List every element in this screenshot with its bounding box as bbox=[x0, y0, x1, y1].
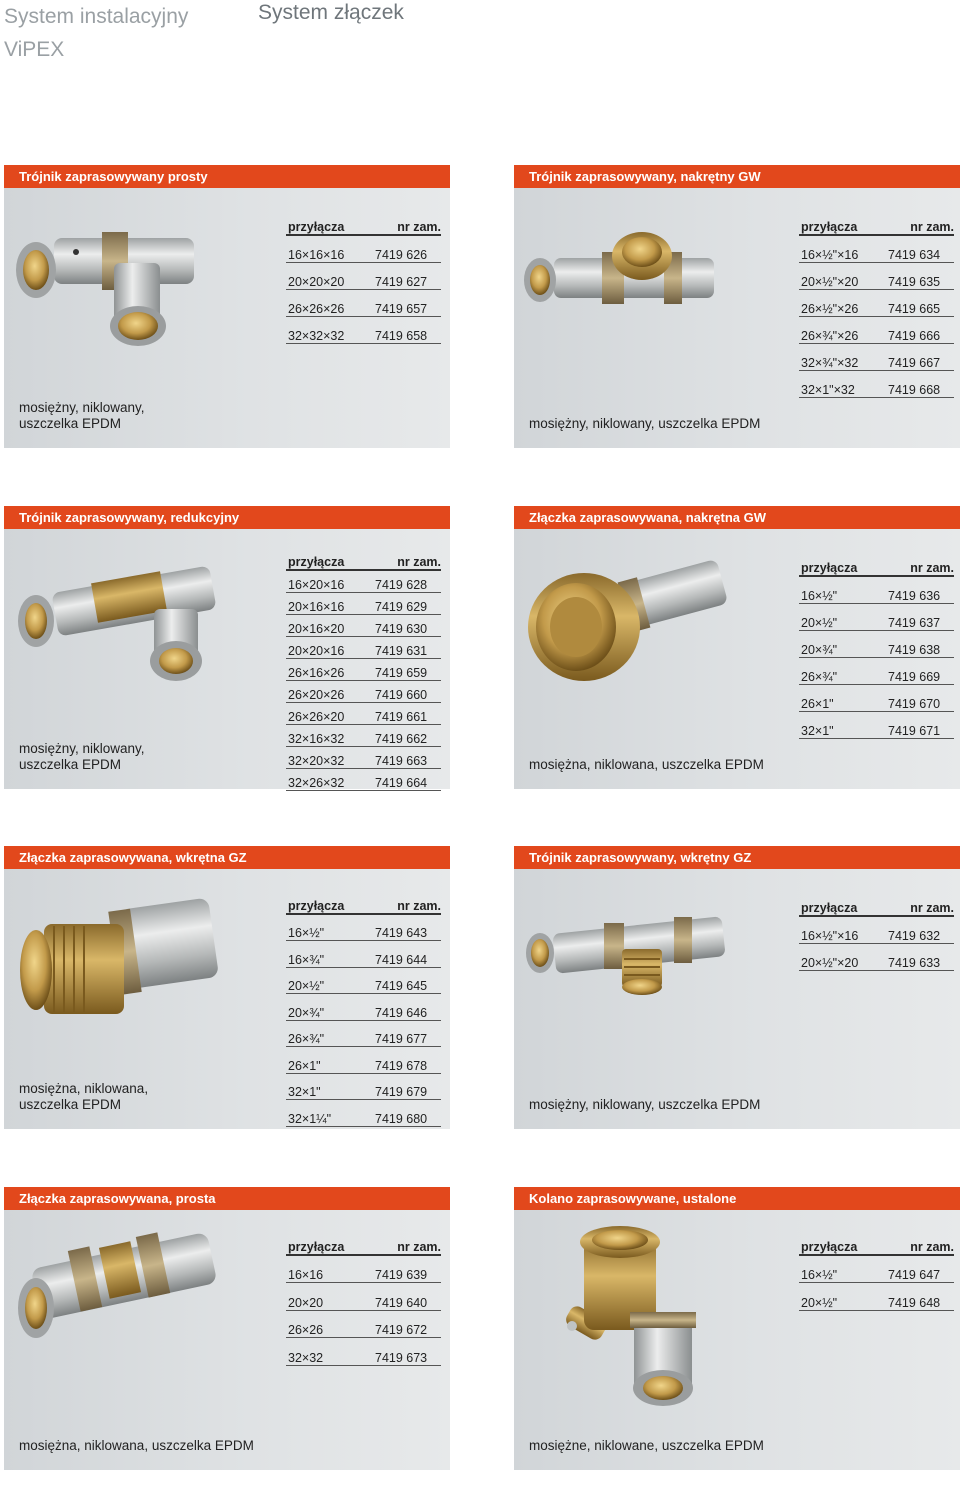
panel-title: Trójnik zaprasowywany, redukcyjny bbox=[4, 506, 450, 529]
table-row bbox=[799, 576, 954, 603]
product-panel-union-male bbox=[4, 846, 450, 1129]
panel-body bbox=[514, 869, 960, 1129]
table-row bbox=[286, 235, 441, 262]
tee-fitting-image bbox=[14, 208, 214, 348]
connection-size: 26×1" bbox=[286, 1047, 370, 1074]
connection-size: 32×16×32 bbox=[286, 724, 370, 746]
table-row bbox=[799, 684, 954, 711]
table-row bbox=[799, 343, 954, 370]
connection-size: 26×¾" bbox=[286, 1020, 370, 1047]
order-number: 7419 666 bbox=[883, 316, 954, 343]
col-connections: przyłącza bbox=[799, 553, 883, 576]
union-female-image bbox=[524, 549, 734, 689]
order-number: 7419 637 bbox=[883, 603, 954, 630]
spec-table bbox=[799, 1232, 954, 1311]
panel-body bbox=[4, 529, 450, 789]
product-panel-tee-female-thread bbox=[514, 165, 960, 448]
panel-description: mosiężny, niklowany, uszczelka EPDM bbox=[529, 1097, 761, 1112]
table-row bbox=[286, 746, 441, 768]
panel-title: Trójnik zaprasowywany, nakrętny GW bbox=[514, 165, 960, 188]
table-row bbox=[286, 262, 441, 289]
order-number: 7419 628 bbox=[370, 570, 441, 592]
table-row bbox=[286, 994, 441, 1021]
table-row bbox=[286, 1020, 441, 1047]
col-connections: przyłącza bbox=[799, 893, 883, 916]
panel-title: Złączka zaprasowywana, prosta bbox=[4, 1187, 450, 1210]
brand-line-2: ViPEX bbox=[4, 38, 65, 61]
order-number: 7419 635 bbox=[883, 262, 954, 289]
panel-description: mosiężny, niklowany, uszczelka EPDM bbox=[529, 416, 761, 431]
col-connections: przyłącza bbox=[286, 891, 370, 914]
table-row bbox=[799, 657, 954, 684]
order-number: 7419 678 bbox=[370, 1047, 441, 1074]
table-row bbox=[799, 235, 954, 262]
panel-body bbox=[514, 529, 960, 789]
col-order-no: nr zam. bbox=[370, 551, 441, 570]
order-number: 7419 626 bbox=[370, 235, 441, 262]
connection-size: 20×½"×20 bbox=[799, 262, 883, 289]
panel-body bbox=[4, 188, 450, 448]
spec-table bbox=[286, 891, 441, 1127]
panel-body bbox=[514, 188, 960, 448]
col-connections: przyłącza bbox=[286, 551, 370, 570]
product-panel-union-female bbox=[514, 506, 960, 789]
panel-body bbox=[514, 1210, 960, 1470]
col-connections: przyłącza bbox=[286, 1232, 370, 1255]
table-row bbox=[799, 603, 954, 630]
connection-size: 32×1" bbox=[286, 1073, 370, 1100]
col-connections: przyłącza bbox=[286, 212, 370, 235]
tee-male-image bbox=[524, 889, 734, 1009]
order-number: 7419 672 bbox=[370, 1310, 441, 1338]
panel-description: mosiężny, niklowany, uszczelka EPDM bbox=[19, 400, 145, 431]
table-row bbox=[799, 316, 954, 343]
table-row bbox=[286, 636, 441, 658]
tee-female-image bbox=[524, 208, 724, 318]
panel-description: mosiężna, niklowana, uszczelka EPDM bbox=[529, 757, 764, 772]
order-number: 7419 659 bbox=[370, 658, 441, 680]
connection-size: 20×20×20 bbox=[286, 262, 370, 289]
page-title: System złączek bbox=[258, 1, 404, 24]
table-row bbox=[286, 1047, 441, 1074]
connection-size: 16×½"×16 bbox=[799, 916, 883, 943]
connection-size: 32×1¼" bbox=[286, 1100, 370, 1127]
order-number: 7419 640 bbox=[370, 1283, 441, 1311]
panel-description: mosiężna, niklowana, uszczelka EPDM bbox=[19, 1438, 254, 1453]
col-order-no: nr zam. bbox=[883, 553, 954, 576]
order-number: 7419 667 bbox=[883, 343, 954, 370]
panel-title: Złączka zaprasowywana, wkrętna GZ bbox=[4, 846, 450, 869]
panel-body bbox=[4, 869, 450, 1129]
product-panel-tee-reducing bbox=[4, 506, 450, 789]
table-row bbox=[286, 941, 441, 968]
order-number: 7419 632 bbox=[883, 916, 954, 943]
order-number: 7419 631 bbox=[370, 636, 441, 658]
panel-title: Złączka zaprasowywana, nakrętna GW bbox=[514, 506, 960, 529]
table-row bbox=[286, 724, 441, 746]
table-row bbox=[286, 570, 441, 592]
col-order-no: nr zam. bbox=[883, 212, 954, 235]
connection-size: 20×20 bbox=[286, 1283, 370, 1311]
order-number: 7419 665 bbox=[883, 289, 954, 316]
product-panel-union-straight bbox=[4, 1187, 450, 1470]
table-row bbox=[286, 1100, 441, 1127]
wall-elbow-image bbox=[544, 1220, 714, 1410]
connection-size: 32×1"×32 bbox=[799, 370, 883, 397]
brand-title bbox=[4, 0, 188, 66]
connection-size: 20×½" bbox=[799, 1283, 883, 1311]
connection-size: 16×½"×16 bbox=[799, 235, 883, 262]
panel-body bbox=[4, 1210, 450, 1470]
order-number: 7419 629 bbox=[370, 592, 441, 614]
table-row bbox=[286, 614, 441, 636]
col-connections: przyłącza bbox=[799, 212, 883, 235]
connection-size: 26×¾"×26 bbox=[799, 316, 883, 343]
col-connections: przyłącza bbox=[799, 1232, 883, 1255]
connection-size: 20×½" bbox=[799, 603, 883, 630]
spec-table bbox=[799, 893, 954, 971]
table-row bbox=[799, 370, 954, 397]
order-number: 7419 644 bbox=[370, 941, 441, 968]
connection-size: 20×¾" bbox=[799, 630, 883, 657]
connection-size: 20×20×16 bbox=[286, 636, 370, 658]
table-row bbox=[286, 1073, 441, 1100]
straight-coupler-image bbox=[14, 1230, 224, 1350]
connection-size: 20×16×20 bbox=[286, 614, 370, 636]
col-order-no: nr zam. bbox=[370, 212, 441, 235]
table-row bbox=[799, 1255, 954, 1283]
col-order-no: nr zam. bbox=[370, 1232, 441, 1255]
table-row bbox=[799, 289, 954, 316]
reducing-tee-image bbox=[14, 549, 224, 689]
product-panel-tee-male-thread bbox=[514, 846, 960, 1129]
order-number: 7419 657 bbox=[370, 289, 441, 316]
order-number: 7419 668 bbox=[883, 370, 954, 397]
table-row bbox=[799, 262, 954, 289]
spec-table bbox=[286, 212, 441, 344]
panel-description: mosiężne, niklowane, uszczelka EPDM bbox=[529, 1438, 764, 1453]
spec-table bbox=[799, 212, 954, 398]
order-number: 7419 669 bbox=[883, 657, 954, 684]
connection-size: 16×½" bbox=[799, 576, 883, 603]
connection-size: 26×½"×26 bbox=[799, 289, 883, 316]
order-number: 7419 680 bbox=[370, 1100, 441, 1127]
order-number: 7419 648 bbox=[883, 1283, 954, 1311]
order-number: 7419 661 bbox=[370, 702, 441, 724]
table-row bbox=[286, 1255, 441, 1283]
connection-size: 16×½" bbox=[286, 914, 370, 941]
order-number: 7419 630 bbox=[370, 614, 441, 636]
table-row bbox=[286, 1338, 441, 1366]
col-order-no: nr zam. bbox=[883, 893, 954, 916]
order-number: 7419 639 bbox=[370, 1255, 441, 1283]
table-row bbox=[799, 630, 954, 657]
order-number: 7419 673 bbox=[370, 1338, 441, 1366]
order-number: 7419 663 bbox=[370, 746, 441, 768]
table-row bbox=[799, 943, 954, 970]
brand-line-1: System instalacyjny bbox=[4, 5, 189, 28]
table-row bbox=[286, 967, 441, 994]
connection-size: 26×16×26 bbox=[286, 658, 370, 680]
table-row bbox=[286, 316, 441, 343]
order-number: 7419 662 bbox=[370, 724, 441, 746]
order-number: 7419 645 bbox=[370, 967, 441, 994]
order-number: 7419 634 bbox=[883, 235, 954, 262]
order-number: 7419 670 bbox=[883, 684, 954, 711]
union-male-image bbox=[14, 884, 224, 1034]
connection-size: 16×½" bbox=[799, 1255, 883, 1283]
product-panel-tee-straight bbox=[4, 165, 450, 448]
table-row bbox=[286, 702, 441, 724]
table-row bbox=[286, 1310, 441, 1338]
table-row bbox=[286, 768, 441, 790]
connection-size: 32×26×32 bbox=[286, 768, 370, 790]
connection-size: 26×26 bbox=[286, 1310, 370, 1338]
spec-table bbox=[799, 553, 954, 739]
connection-size: 20×½" bbox=[286, 967, 370, 994]
table-row bbox=[286, 914, 441, 941]
panel-title: Kolano zaprasowywane, ustalone bbox=[514, 1187, 960, 1210]
order-number: 7419 664 bbox=[370, 768, 441, 790]
connection-size: 16×16×16 bbox=[286, 235, 370, 262]
order-number: 7419 633 bbox=[883, 943, 954, 970]
order-number: 7419 679 bbox=[370, 1073, 441, 1100]
connection-size: 26×¾" bbox=[799, 657, 883, 684]
connection-size: 32×20×32 bbox=[286, 746, 370, 768]
panel-description: mosiężna, niklowana, uszczelka EPDM bbox=[19, 1081, 149, 1112]
connection-size: 26×1" bbox=[799, 684, 883, 711]
panel-title: Trójnik zaprasowywany, wkrętny GZ bbox=[514, 846, 960, 869]
col-order-no: nr zam. bbox=[370, 891, 441, 914]
order-number: 7419 658 bbox=[370, 316, 441, 343]
order-number: 7419 647 bbox=[883, 1255, 954, 1283]
connection-size: 32×32×32 bbox=[286, 316, 370, 343]
connection-size: 16×16 bbox=[286, 1255, 370, 1283]
col-order-no: nr zam. bbox=[883, 1232, 954, 1255]
panel-title: Trójnik zaprasowywany prosty bbox=[4, 165, 450, 188]
connection-size: 20×¾" bbox=[286, 994, 370, 1021]
panel-description: mosiężny, niklowany, uszczelka EPDM bbox=[19, 741, 145, 772]
order-number: 7419 643 bbox=[370, 914, 441, 941]
connection-size: 16×20×16 bbox=[286, 570, 370, 592]
table-row bbox=[799, 711, 954, 738]
order-number: 7419 660 bbox=[370, 680, 441, 702]
connection-size: 20×½"×20 bbox=[799, 943, 883, 970]
connection-size: 26×26×26 bbox=[286, 289, 370, 316]
table-row bbox=[286, 289, 441, 316]
product-panel-elbow-fixed bbox=[514, 1187, 960, 1470]
order-number: 7419 646 bbox=[370, 994, 441, 1021]
connection-size: 32×¾"×32 bbox=[799, 343, 883, 370]
order-number: 7419 636 bbox=[883, 576, 954, 603]
table-row bbox=[799, 1283, 954, 1311]
connection-size: 32×32 bbox=[286, 1338, 370, 1366]
order-number: 7419 638 bbox=[883, 630, 954, 657]
spec-table bbox=[286, 551, 441, 791]
table-row bbox=[286, 680, 441, 702]
connection-size: 26×20×26 bbox=[286, 680, 370, 702]
order-number: 7419 677 bbox=[370, 1020, 441, 1047]
table-row bbox=[286, 658, 441, 680]
table-row bbox=[286, 592, 441, 614]
order-number: 7419 627 bbox=[370, 262, 441, 289]
connection-size: 20×16×16 bbox=[286, 592, 370, 614]
connection-size: 16×¾" bbox=[286, 941, 370, 968]
connection-size: 32×1" bbox=[799, 711, 883, 738]
spec-table bbox=[286, 1232, 441, 1366]
table-row bbox=[286, 1283, 441, 1311]
table-row bbox=[799, 916, 954, 943]
connection-size: 26×26×20 bbox=[286, 702, 370, 724]
order-number: 7419 671 bbox=[883, 711, 954, 738]
